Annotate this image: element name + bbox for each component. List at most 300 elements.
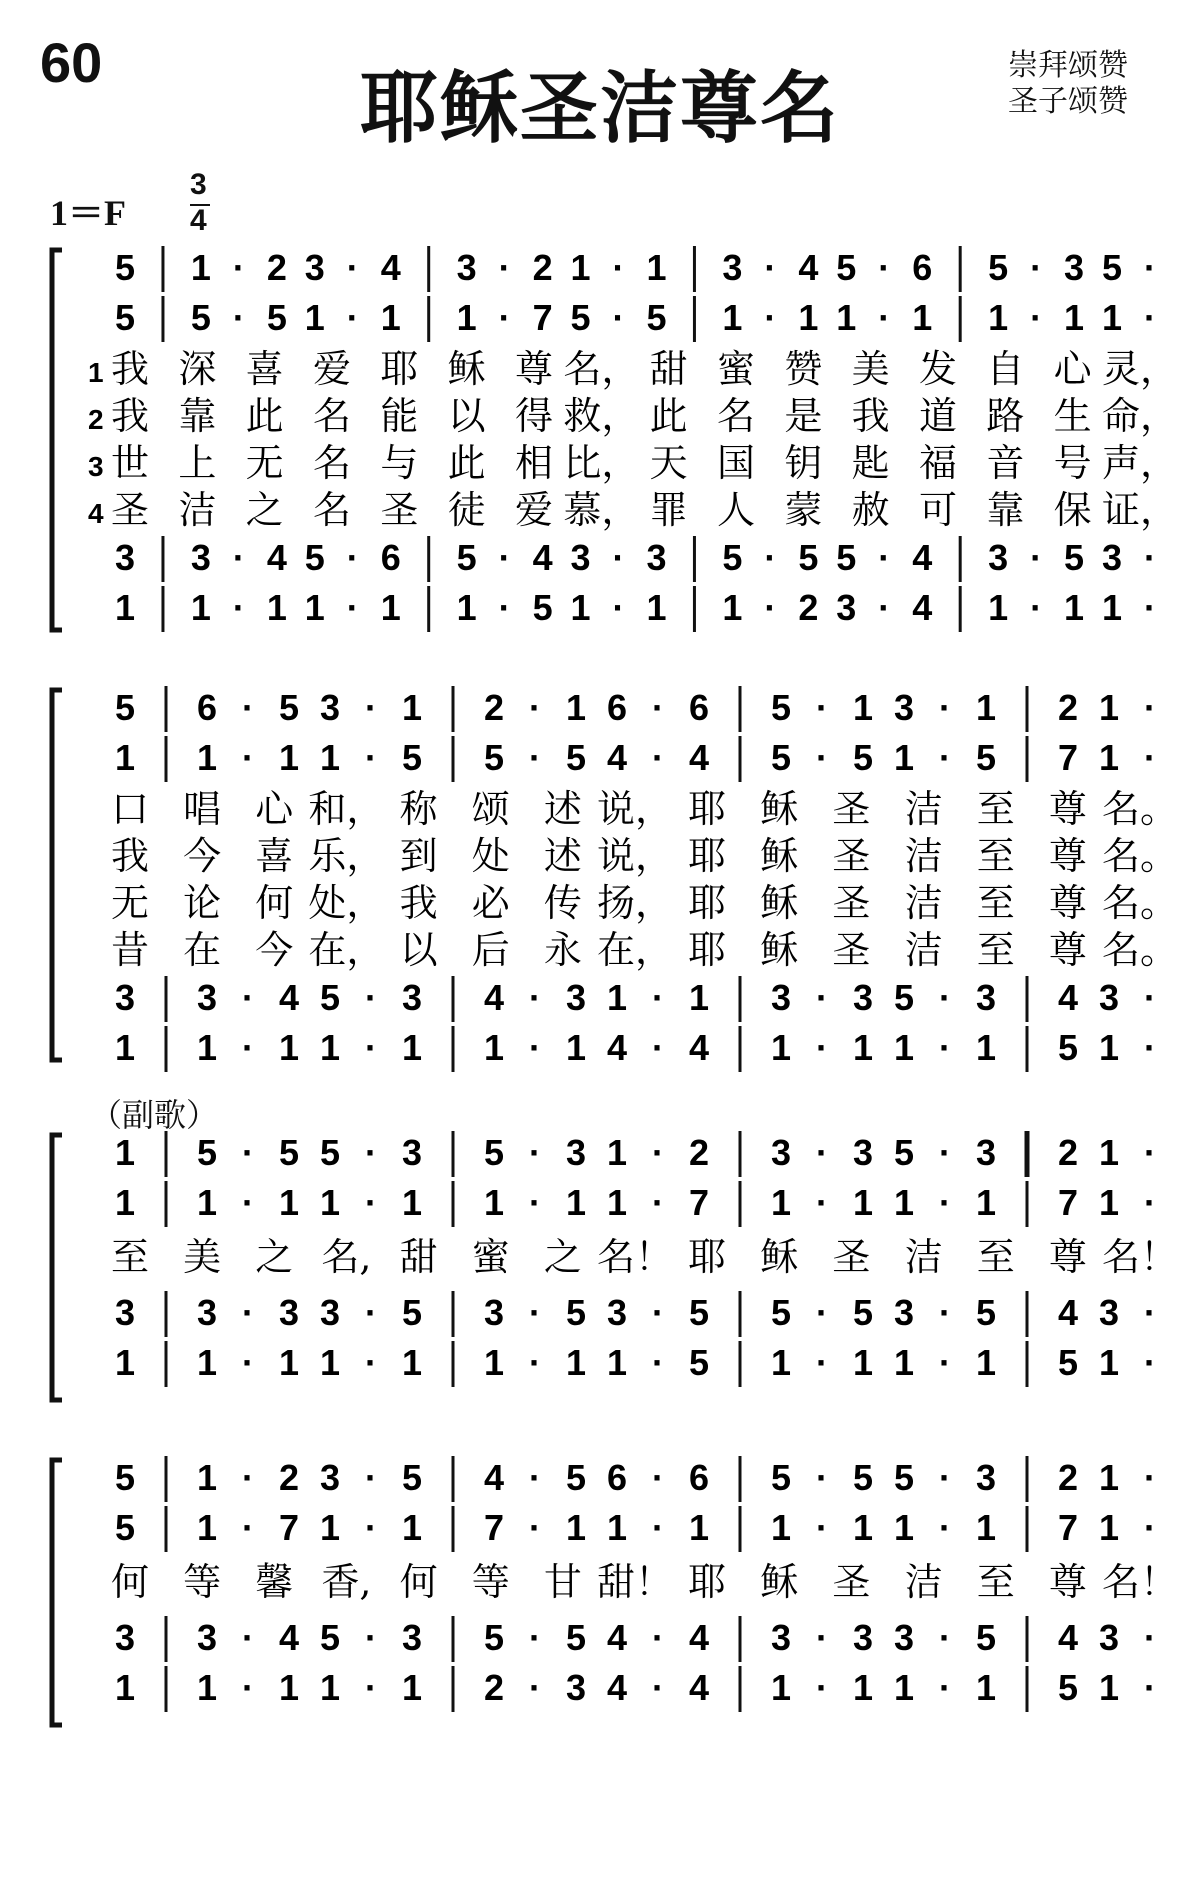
dot: · <box>529 1182 541 1223</box>
lyric-char: 稣 <box>760 928 799 972</box>
note-tenor: 3 <box>570 537 591 578</box>
lyric-char: 喜 <box>255 834 294 878</box>
lyric-char: 名， <box>563 347 640 391</box>
note-bass: 1 <box>401 1342 423 1383</box>
note-bass: 1 <box>278 1667 300 1708</box>
note-tenor: 5 <box>483 1617 505 1658</box>
note-bass: 1 <box>722 587 743 628</box>
note-bass: 1 <box>196 1342 218 1383</box>
note-tenor: 3 <box>196 1617 218 1658</box>
dot: · <box>764 537 777 578</box>
note-tenor: 4 <box>912 537 933 578</box>
lyric-char: 路 <box>986 394 1025 438</box>
dot: · <box>365 977 377 1018</box>
note-soprano: 6 <box>688 1457 710 1498</box>
lyric-char: 此 <box>245 394 284 438</box>
lyric-char: 喜 <box>245 347 284 391</box>
lyric-char: 赞 <box>784 347 823 391</box>
note-bass: 1 <box>401 1667 423 1708</box>
dot: · <box>816 1617 828 1658</box>
note-soprano: 1 <box>1098 687 1120 728</box>
lyric-char: 在， <box>596 928 674 972</box>
dot: · <box>816 1027 828 1068</box>
note-soprano: 5 <box>565 1457 587 1498</box>
lyric-char: 必 <box>471 881 510 925</box>
note-tenor: 3 <box>114 537 136 578</box>
note-tenor: 5 <box>836 537 857 578</box>
lyric-char: 名 <box>312 488 352 532</box>
lyric-char: 至 <box>976 1560 1015 1604</box>
lyric-char: 耶 <box>688 881 727 925</box>
note-soprano: 5 <box>114 247 136 288</box>
note-soprano: 3 <box>1064 247 1085 288</box>
dot: · <box>242 1617 254 1658</box>
dot: · <box>652 687 664 728</box>
note-bass: 2 <box>798 587 819 628</box>
lyric-char: 何 <box>255 881 294 925</box>
lyric-char: 此 <box>649 394 688 438</box>
lyric-char: 洁 <box>904 834 943 878</box>
lyric-char: 生 <box>1053 394 1092 438</box>
dot: · <box>878 247 891 288</box>
note-soprano: 3 <box>565 1132 587 1173</box>
dot: · <box>816 1182 828 1223</box>
lyric-char: 我 <box>851 394 890 438</box>
lyric-char: 之 <box>245 488 284 532</box>
dot: · <box>242 1667 254 1708</box>
note-soprano: 3 <box>770 1132 792 1173</box>
dot: · <box>816 1667 828 1708</box>
note-alto: 1 <box>278 737 300 778</box>
dot: · <box>1144 1182 1156 1223</box>
note-bass: 1 <box>975 1667 997 1708</box>
note-alto: 7 <box>278 1507 300 1548</box>
dot: · <box>652 977 664 1018</box>
dot: · <box>529 1617 541 1658</box>
note-tenor: 4 <box>532 537 553 578</box>
dot: · <box>939 687 951 728</box>
dot: · <box>1144 1027 1156 1068</box>
note-bass: 1 <box>770 1342 792 1383</box>
lyric-char: 圣 <box>832 834 871 878</box>
lyric-char: 我 <box>110 347 150 391</box>
note-alto: 1 <box>852 1182 874 1223</box>
lyric-char: 圣 <box>832 928 871 972</box>
note-bass: 4 <box>912 587 933 628</box>
note-alto: 1 <box>114 1182 136 1223</box>
lyric-char: 处 <box>471 834 510 878</box>
note-bass: 1 <box>988 587 1009 628</box>
category-label-2: 圣子颂赞 <box>1008 84 1128 119</box>
note-tenor: 1 <box>688 977 710 1018</box>
note-bass: 1 <box>1098 1027 1120 1068</box>
verse-number: 2 <box>88 404 104 435</box>
note-alto: 5 <box>565 737 587 778</box>
note-soprano: 1 <box>114 1132 136 1173</box>
lyric-char: 至 <box>976 1235 1015 1279</box>
lyric-char: 之 <box>255 1235 294 1279</box>
dot: · <box>365 737 377 778</box>
note-soprano: 4 <box>483 1457 505 1498</box>
note-alto: 5 <box>401 737 423 778</box>
dot: · <box>939 737 951 778</box>
lyric-char: 稣 <box>447 347 486 391</box>
note-alto: 7 <box>1057 737 1079 778</box>
note-soprano: 5 <box>893 1132 915 1173</box>
lyric-char: 稣 <box>760 1560 799 1604</box>
note-bass: 4 <box>688 1667 710 1708</box>
lyric-char: 福 <box>918 441 958 485</box>
dot: · <box>652 737 664 778</box>
time-signature-numerator: 3 <box>190 168 207 201</box>
note-tenor: 3 <box>401 1617 423 1658</box>
lyric-char: 得 <box>514 394 554 438</box>
lyric-char: 名。 <box>1101 928 1179 972</box>
lyric-char: 洁 <box>904 1235 943 1279</box>
dot: · <box>764 247 777 288</box>
note-alto: 1 <box>893 1182 915 1223</box>
category-label-1: 崇拜颂赞 <box>1008 48 1128 83</box>
note-bass: 1 <box>483 1342 505 1383</box>
dot: · <box>816 1132 828 1173</box>
lyric-char: 永 <box>543 928 582 972</box>
note-soprano: 3 <box>319 687 341 728</box>
lyric-char: 蒙 <box>784 488 823 532</box>
note-bass: 1 <box>893 1667 915 1708</box>
note-bass: 1 <box>114 1667 136 1708</box>
note-soprano: 2 <box>688 1132 710 1173</box>
dot: · <box>612 247 625 288</box>
note-bass: 3 <box>836 587 857 628</box>
dot: · <box>939 1027 951 1068</box>
note-alto: 1 <box>196 1507 218 1548</box>
note-alto: 7 <box>1057 1182 1079 1223</box>
note-soprano: 2 <box>266 247 287 288</box>
note-tenor: 3 <box>646 537 667 578</box>
note-alto: 5 <box>975 737 997 778</box>
note-soprano: 2 <box>1057 687 1079 728</box>
dot: · <box>365 1342 377 1383</box>
lyric-char: 耶 <box>688 1235 727 1279</box>
note-soprano: 4 <box>798 247 819 288</box>
lyric-char: 保 <box>1053 488 1092 532</box>
note-tenor: 5 <box>304 537 325 578</box>
dot: · <box>816 737 828 778</box>
note-tenor: 3 <box>483 1292 505 1333</box>
note-tenor: 5 <box>770 1292 792 1333</box>
lyric-char: 上 <box>178 441 217 485</box>
dot: · <box>652 1457 664 1498</box>
lyric-char: 相 <box>514 441 554 485</box>
note-bass: 1 <box>1098 1667 1120 1708</box>
lyric-char: 蜜 <box>471 1235 510 1279</box>
note-tenor: 5 <box>319 977 341 1018</box>
note-soprano: 6 <box>196 687 218 728</box>
lyric-char: 尊 <box>514 347 554 391</box>
lyric-char: 述 <box>543 787 582 831</box>
verse-number: 3 <box>88 451 104 482</box>
note-soprano: 1 <box>190 247 211 288</box>
lyric-char: 颂 <box>471 787 510 831</box>
lyric-char: 和， <box>308 787 385 831</box>
note-soprano: 1 <box>646 247 667 288</box>
note-soprano: 3 <box>722 247 743 288</box>
note-soprano: 1 <box>401 687 423 728</box>
note-alto: 1 <box>1098 1507 1120 1548</box>
dot: · <box>529 687 541 728</box>
note-alto: 1 <box>722 297 743 338</box>
note-alto: 1 <box>770 1182 792 1223</box>
note-tenor: 3 <box>401 977 423 1018</box>
lyric-char: 尊 <box>1048 1235 1087 1279</box>
note-soprano: 1 <box>852 687 874 728</box>
note-soprano: 3 <box>852 1132 874 1173</box>
dot: · <box>1030 587 1043 628</box>
lyric-char: 圣 <box>832 1235 871 1279</box>
dot: · <box>365 1292 377 1333</box>
note-alto: 1 <box>565 1507 587 1548</box>
dot: · <box>1144 1292 1156 1333</box>
note-alto: 1 <box>893 737 915 778</box>
note-tenor: 1 <box>606 977 628 1018</box>
lyric-char: 道 <box>918 394 958 438</box>
note-soprano: 6 <box>912 247 933 288</box>
note-alto: 7 <box>483 1507 505 1548</box>
note-tenor: 3 <box>1098 977 1120 1018</box>
note-bass: 1 <box>278 1342 300 1383</box>
lyric-char: 名！ <box>1101 1235 1179 1279</box>
dot: · <box>652 1132 664 1173</box>
lyric-char: 香, <box>321 1560 372 1604</box>
lyric-char: 可 <box>918 488 958 532</box>
lyric-char: 罪 <box>649 488 688 532</box>
note-soprano: 2 <box>483 687 505 728</box>
note-bass: 4 <box>606 1667 628 1708</box>
dot: · <box>1144 297 1156 338</box>
note-alto: 1 <box>456 297 477 338</box>
lyric-char: 此 <box>447 441 486 485</box>
dot: · <box>529 737 541 778</box>
note-alto: 1 <box>1102 297 1123 338</box>
note-tenor: 5 <box>893 977 915 1018</box>
note-bass: 3 <box>565 1667 587 1708</box>
note-bass: 5 <box>1057 1342 1079 1383</box>
note-alto: 4 <box>688 737 710 778</box>
dot: · <box>764 297 777 338</box>
lyric-char: 何 <box>110 1560 150 1604</box>
dot: · <box>939 1617 951 1658</box>
dot: · <box>365 1132 377 1173</box>
note-bass: 1 <box>975 1342 997 1383</box>
lyric-char: 等 <box>471 1560 510 1604</box>
lyric-char: 美 <box>183 1235 222 1279</box>
note-alto: 1 <box>798 297 819 338</box>
note-bass: 1 <box>319 1027 341 1068</box>
note-bass: 4 <box>688 1027 710 1068</box>
dot: · <box>939 1507 951 1548</box>
note-bass: 1 <box>483 1027 505 1068</box>
note-tenor: 5 <box>688 1292 710 1333</box>
note-tenor: 5 <box>798 537 819 578</box>
note-tenor: 5 <box>456 537 477 578</box>
dot: · <box>365 1507 377 1548</box>
note-alto: 5 <box>483 737 505 778</box>
dot: · <box>939 1182 951 1223</box>
note-bass: 1 <box>114 1027 136 1068</box>
note-alto: 1 <box>196 1182 218 1223</box>
dot: · <box>232 247 245 288</box>
lyric-char: 证， <box>1101 488 1179 532</box>
dot: · <box>816 1292 828 1333</box>
lyric-char: 尊 <box>1048 787 1087 831</box>
note-tenor: 4 <box>278 1617 300 1658</box>
lyric-char: 尊 <box>1048 928 1087 972</box>
key-signature: 1＝F <box>50 193 126 233</box>
lyric-char: 徒 <box>447 488 486 532</box>
note-alto: 1 <box>606 1507 628 1548</box>
dot: · <box>232 537 245 578</box>
lyric-char: 圣 <box>380 488 419 532</box>
dot: · <box>365 1027 377 1068</box>
note-alto: 1 <box>319 737 341 778</box>
note-tenor: 4 <box>688 1617 710 1658</box>
note-alto: 1 <box>401 1507 423 1548</box>
dot: · <box>1144 977 1156 1018</box>
dot: · <box>816 977 828 1018</box>
lyric-char: 赦 <box>851 488 890 532</box>
lyric-char: 述 <box>543 834 582 878</box>
lyric-char: 人 <box>716 488 756 532</box>
dot: · <box>242 687 254 728</box>
lyric-char: 口 <box>110 787 150 831</box>
dot: · <box>242 1457 254 1498</box>
lyric-char: 传 <box>543 881 582 925</box>
note-soprano: 1 <box>1098 1132 1120 1173</box>
note-bass: 1 <box>190 587 211 628</box>
lyric-char: 圣 <box>832 881 871 925</box>
note-bass: 1 <box>1098 1342 1120 1383</box>
dot: · <box>939 977 951 1018</box>
note-alto: 7 <box>688 1182 710 1223</box>
dot: · <box>612 297 625 338</box>
note-alto: 1 <box>196 737 218 778</box>
dot: · <box>1144 737 1156 778</box>
dot: · <box>878 537 891 578</box>
note-soprano: 1 <box>570 247 591 288</box>
dot: · <box>816 687 828 728</box>
lyric-char: 慕， <box>563 488 640 532</box>
note-alto: 5 <box>770 737 792 778</box>
note-soprano: 3 <box>975 1457 997 1498</box>
note-soprano: 1 <box>975 687 997 728</box>
note-alto: 1 <box>483 1182 505 1223</box>
system-bracket <box>52 1135 62 1400</box>
note-alto: 1 <box>114 737 136 778</box>
note-alto: 1 <box>319 1507 341 1548</box>
lyric-char: 音 <box>986 441 1025 485</box>
note-tenor: 3 <box>114 1617 136 1658</box>
note-alto: 5 <box>646 297 667 338</box>
note-tenor: 4 <box>606 1617 628 1658</box>
note-alto: 5 <box>266 297 287 338</box>
lyric-char: 匙 <box>851 441 890 485</box>
time-signature-denominator: 4 <box>190 204 207 237</box>
lyric-char: 爱 <box>312 347 352 391</box>
note-soprano: 3 <box>304 247 325 288</box>
note-tenor: 3 <box>893 1292 915 1333</box>
lyric-char: 能 <box>380 394 419 438</box>
note-alto: 1 <box>319 1182 341 1223</box>
dot: · <box>346 587 359 628</box>
dot: · <box>529 1132 541 1173</box>
dot: · <box>242 977 254 1018</box>
note-alto: 1 <box>912 297 933 338</box>
note-soprano: 2 <box>532 247 553 288</box>
dot: · <box>1144 1342 1156 1383</box>
lyric-char: 后 <box>471 928 510 972</box>
lyric-char: 何 <box>399 1560 438 1604</box>
note-tenor: 3 <box>114 977 136 1018</box>
note-bass: 5 <box>532 587 553 628</box>
dot: · <box>1144 687 1156 728</box>
lyric-char: 我 <box>110 834 150 878</box>
note-bass: 1 <box>266 587 287 628</box>
lyric-char: 馨 <box>255 1560 294 1604</box>
dot: · <box>529 1027 541 1068</box>
lyric-char: 比， <box>563 441 640 485</box>
dot: · <box>816 1457 828 1498</box>
note-tenor: 4 <box>1057 1292 1079 1333</box>
note-soprano: 6 <box>606 687 628 728</box>
dot: · <box>652 1027 664 1068</box>
lyric-char: 以 <box>447 394 486 438</box>
note-soprano: 5 <box>114 687 136 728</box>
lyric-char: 尊 <box>1048 834 1087 878</box>
note-soprano: 5 <box>319 1132 341 1173</box>
dot: · <box>612 587 625 628</box>
verse-number: 4 <box>88 498 104 529</box>
lyric-char: 耶 <box>688 834 727 878</box>
lyric-char: 无 <box>245 441 284 485</box>
dot: · <box>939 1342 951 1383</box>
note-tenor: 5 <box>975 1292 997 1333</box>
lyric-char: 靠 <box>986 488 1025 532</box>
lyric-char: 蜜 <box>716 347 756 391</box>
system-bracket <box>52 1460 62 1725</box>
lyric-char: 洁 <box>904 881 943 925</box>
note-soprano: 5 <box>836 247 857 288</box>
dot: · <box>498 247 511 288</box>
lyric-char: 声， <box>1101 441 1179 485</box>
dot: · <box>529 1342 541 1383</box>
note-soprano: 2 <box>1057 1132 1079 1173</box>
dot: · <box>529 1292 541 1333</box>
note-alto: 1 <box>1098 737 1120 778</box>
note-bass: 1 <box>852 1342 874 1383</box>
note-bass: 1 <box>114 587 136 628</box>
note-bass: 1 <box>319 1667 341 1708</box>
note-alto: 5 <box>570 297 591 338</box>
note-alto: 5 <box>114 297 136 338</box>
dot: · <box>612 537 625 578</box>
dot: · <box>346 537 359 578</box>
lyric-char: 唱 <box>183 787 222 831</box>
note-tenor: 3 <box>988 537 1009 578</box>
note-tenor: 3 <box>770 1617 792 1658</box>
dot: · <box>1144 1507 1156 1548</box>
note-alto: 1 <box>606 1182 628 1223</box>
lyric-char: 我 <box>399 881 438 925</box>
